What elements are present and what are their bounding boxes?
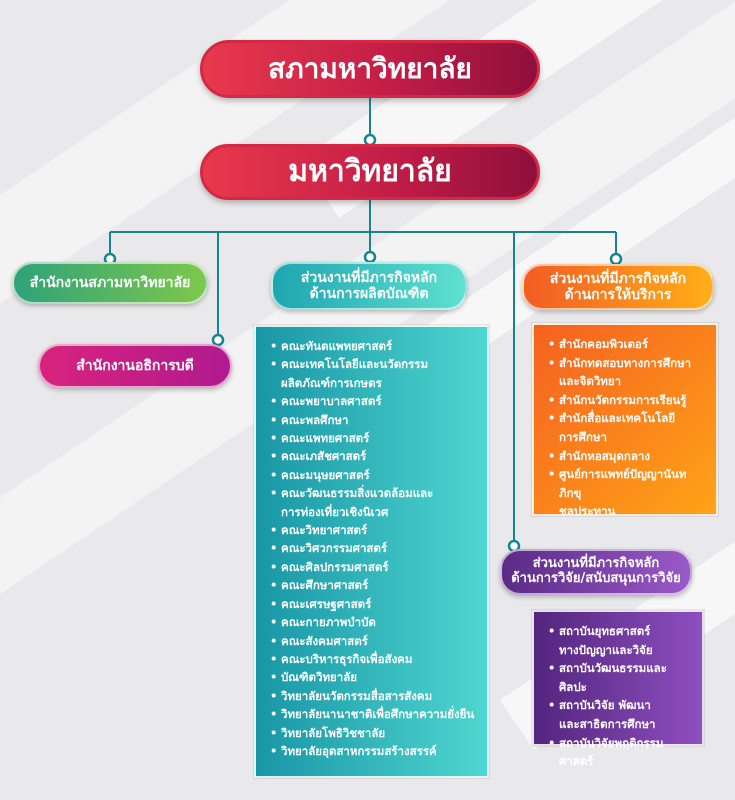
list-item: • คณะวิศวกรรมศาสตร์ bbox=[270, 539, 479, 557]
list-item: • คณะเศรษฐศาสตร์ bbox=[270, 595, 479, 613]
list-item: • วิทยาลัยอุตสาหกรรมสร้างสรรค์ bbox=[270, 742, 479, 760]
research-list bbox=[548, 622, 694, 771]
list-item: • คณะแพทยศาสตร์ bbox=[270, 429, 479, 447]
list-item: • คณะมนุษยศาสตร์ bbox=[270, 466, 479, 484]
node-dot bbox=[611, 254, 621, 264]
list-item: • สำนักคอมพิวเตอร์ bbox=[548, 335, 708, 354]
list-item: • คณะเภสัชศาสตร์ bbox=[270, 447, 479, 465]
production-heading: ส่วนงานที่มีภารกิจหลัก ด้านการผลิตบัณฑิต bbox=[300, 269, 438, 302]
council-office-label: สำนักงานสภามหาวิทยาลัย bbox=[29, 274, 191, 291]
university-council-label: สภามหาวิทยาลัย bbox=[268, 51, 472, 85]
list-item: • สถาบันวิจัยพฤติกรรมศาสตร์ bbox=[548, 734, 694, 771]
production-list-box bbox=[254, 325, 489, 778]
university-label: มหาวิทยาลัย bbox=[288, 153, 452, 189]
list-item: • คณะกายภาพบำบัด bbox=[270, 613, 479, 631]
list-item: • คณะพลศึกษา bbox=[270, 411, 479, 429]
list-item: • วิทยาลัยโพธิวิชชาลัย bbox=[270, 724, 479, 742]
services-list-box bbox=[532, 323, 718, 519]
list-item: • คณะพยาบาลศาสตร์ bbox=[270, 392, 479, 410]
president-office-box bbox=[38, 344, 232, 388]
list-item: • คณะศึกษาศาสตร์ bbox=[270, 576, 479, 594]
list-item: • สถาบันยุทธศาสตร์ ทางปัญญาและวิจัย bbox=[548, 622, 694, 659]
list-item: • สถาบันวิจัย พัฒนา และสาธิตการศึกษา bbox=[548, 696, 694, 733]
production-heading-box bbox=[271, 262, 467, 310]
list-item: • สถาบันวัฒนธรรมและศิลปะ bbox=[548, 659, 694, 696]
list-item: • คณะศิลปกรรมศาสตร์ bbox=[270, 558, 479, 576]
list-item: • สำนักนวัตกรรมการเรียนรู้ bbox=[548, 391, 708, 410]
list-item: • ศูนย์การแพทย์ปัญญานันทภิกขุ ชลประทาน bbox=[548, 465, 708, 521]
council-office-box bbox=[12, 262, 208, 304]
list-item: • คณะบริหารธุรกิจเพื่อสังคม bbox=[270, 650, 479, 668]
university-council-box bbox=[200, 40, 540, 98]
research-heading-box bbox=[500, 549, 692, 595]
president-office-label: สำนักงานอธิการบดี bbox=[76, 357, 194, 374]
list-item: • คณะสังคมศาสตร์ bbox=[270, 632, 479, 650]
services-heading: ส่วนงานที่มีภารกิจหลัก ด้านการให้บริการ bbox=[549, 270, 687, 303]
university-box bbox=[200, 144, 540, 200]
list-item: • คณะเทคโนโลยีและนวัตกรรม ผลิตภัณฑ์การเกษตร bbox=[270, 355, 479, 392]
services-list bbox=[548, 335, 708, 521]
research-heading: ส่วนงานที่มีภารกิจหลัก ด้านการวิจัย/สนับสนุนการวิจัย bbox=[511, 556, 681, 586]
research-list-box bbox=[532, 610, 704, 769]
list-item: • วิทยาลัยนานาชาติเพื่อศึกษาความยั่งยืน bbox=[270, 705, 479, 723]
list-item: • คณะวัฒนธรรมสิ่งแวดล้อมและ การท่องเที่ยวเชิงนิเวศ bbox=[270, 484, 479, 521]
list-item: • สำนักสื่อและเทคโนโลยี การศึกษา bbox=[548, 409, 708, 446]
services-heading-box bbox=[522, 264, 714, 310]
list-item: • วิทยาลัยนวัตกรรมสื่อสารสังคม bbox=[270, 687, 479, 705]
list-item: • คณะทันตแพทยศาสตร์ bbox=[270, 337, 479, 355]
list-item: • สำนักหอสมุดกลาง bbox=[548, 447, 708, 466]
production-list bbox=[270, 337, 479, 760]
list-item: • คณะวิทยาศาสตร์ bbox=[270, 521, 479, 539]
node-dot bbox=[365, 252, 375, 262]
list-item: • บัณฑิตวิทยาลัย bbox=[270, 668, 479, 686]
list-item: • สำนักทดสอบทางการศึกษา และจิตวิทยา bbox=[548, 354, 708, 391]
